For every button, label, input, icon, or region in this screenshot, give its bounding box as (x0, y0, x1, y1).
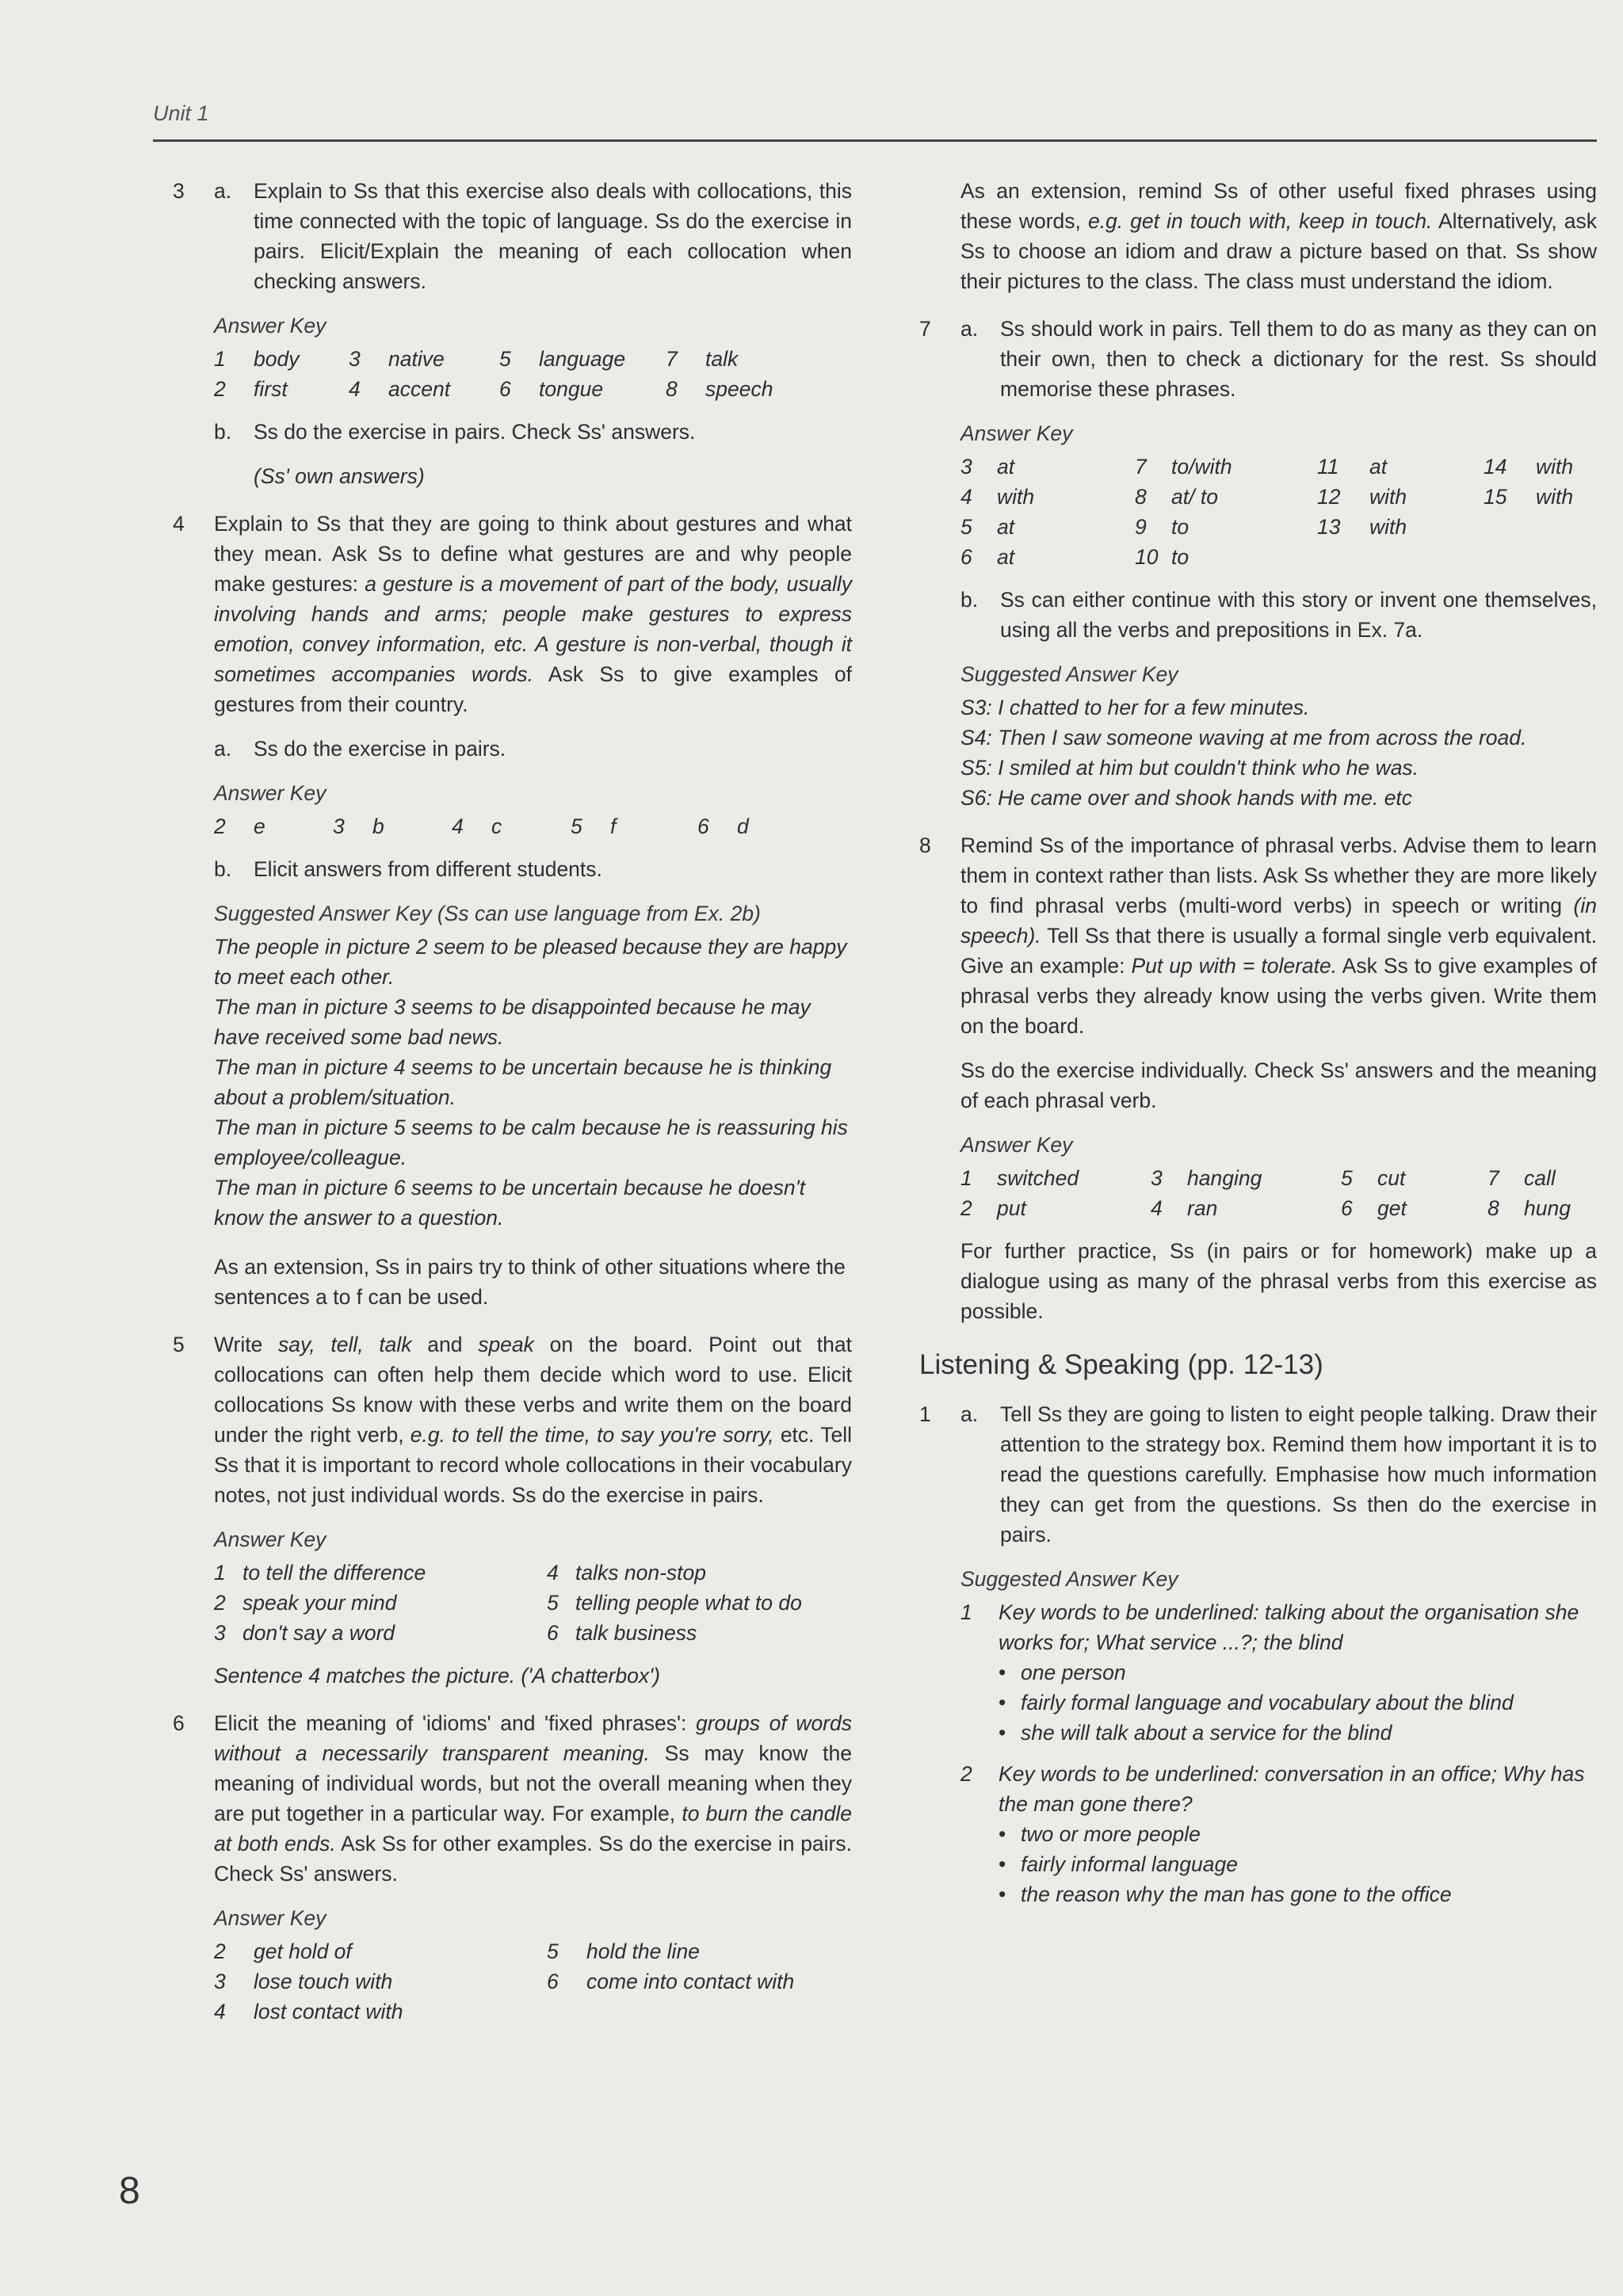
bullet-list (999, 1819, 1597, 1909)
answer-key-row (960, 512, 1597, 542)
answer-cell: 14 with (1484, 455, 1574, 479)
exercise-number: 4 (173, 512, 185, 536)
extension-text: As an extension, Ss in pairs try to think of other situations where the sentences a to f can be used. (214, 1255, 846, 1309)
header-rule (153, 139, 1597, 142)
exercise-7b (960, 585, 1597, 645)
answer-cell: 6 talk business (547, 1621, 697, 1645)
answer-cell: 8 hung (1487, 1196, 1571, 1220)
answer-cell: 6 d (697, 814, 749, 838)
bullet-item: • two or more people (999, 1819, 1597, 1849)
exercise-3 (173, 176, 852, 491)
answer-key-grid (214, 811, 852, 841)
answer-cell: 6 come into contact with (547, 1970, 795, 1993)
exercise-6-continued (919, 176, 1597, 296)
suggested-answers (960, 692, 1597, 813)
sub-letter: a. (960, 317, 979, 341)
bullet-item: • the reason why the man has gone to the office (999, 1879, 1597, 1909)
answer-key-title: Answer Key (214, 781, 327, 805)
answer-cell: 2 get hold of (214, 1939, 352, 1963)
exercise-number: 6 (173, 1711, 185, 1735)
exercise-5 (173, 1329, 852, 1691)
suggested-item-2: 2 Key words to be underlined: conversation in an office; Why has the man gone there? (960, 1759, 1597, 1819)
answer-key-grid (960, 1163, 1597, 1223)
instruction-text: Explain to Ss that they are going to think about gestures and what they mean. Ask Ss to define what gestures are and why people make gestures: a gesture is a movement of part of the body, usually involving hands and arms; people make gestures to express emotion, convey information, etc. A gesture is non-verbal, though it sometimes accompanies words. Ask Ss to give examples of gestures from their country. (214, 512, 852, 716)
exercise-4b (214, 854, 852, 884)
answer-key-title: Answer Key (214, 1527, 327, 1551)
answer-cell: 7 to/with (1135, 455, 1232, 479)
suggested-answer: S6: He came over and shook hands with me. etc (960, 786, 1413, 810)
exercise-4 (173, 509, 852, 1312)
further-practice-text: For further practice, Ss (in pairs or for homework) make up a dialogue using as many of the phrasal verbs from this exercise as possible. (960, 1239, 1597, 1323)
answer-cell: 13 with (1317, 515, 1407, 539)
answer-cell: 5 telling people what to do (547, 1591, 802, 1615)
exercise-3b (214, 417, 852, 491)
answer-cell: 3 b (333, 814, 384, 838)
answer-cell: 15 with (1484, 485, 1574, 509)
exercise-6 (173, 1708, 852, 2027)
answer-cell: 5 at (960, 515, 1015, 539)
answer-cell: 3 hanging (1151, 1166, 1262, 1190)
answer-cell: 4 ran (1151, 1196, 1218, 1220)
bullet-item: • fairly informal language (999, 1849, 1597, 1879)
answer-cell: 3 lose touch with (214, 1970, 393, 1993)
suggested-answer: The man in picture 6 seems to be uncertain because he doesn't know the answer to a question. (214, 1176, 806, 1230)
suggested-item-1: 1 Key words to be underlined: talking about the organisation she works for; What service ...?; the blind (960, 1597, 1597, 1657)
answer-key-title: Answer Key (960, 421, 1073, 445)
answer-cell: 4 with (960, 485, 1035, 509)
sub-letter: b. (960, 588, 979, 612)
suggested-answer: S5: I smiled at him but couldn't think who he was. (960, 756, 1419, 780)
bullet-list (999, 1657, 1597, 1748)
listening-exercise-1a (960, 1399, 1597, 1550)
bullet-item: • she will talk about a service for the blind (999, 1718, 1597, 1748)
answer-cell: 6 tongue (499, 377, 604, 401)
answer-cell: 8 speech (666, 377, 773, 401)
answer-key-row (214, 1936, 852, 1966)
instruction-text: Tell Ss they are going to listen to eight people talking. Draw their attention to the strategy box. Remind them how important it is to read the questions carefully. Emphasise how much information they can get from the questions. Ss then do the exercise in pairs. (1000, 1402, 1597, 1547)
answer-cell: 5 hold the line (547, 1939, 700, 1963)
answer-cell: 1 body (214, 347, 300, 371)
answer-cell: 8 at/ to (1135, 485, 1218, 509)
suggested-key-title: Suggested Answer Key (Ss can use language from Ex. 2b) (214, 902, 761, 925)
answer-cell: 2 first (214, 377, 288, 401)
unit-label: Unit 1 (153, 101, 209, 125)
sub-letter: b. (214, 857, 232, 881)
sub-letter: a. (214, 179, 232, 203)
answer-key-row (960, 1163, 1597, 1193)
answer-cell: 6 at (960, 545, 1015, 569)
instruction-text: Elicit answers from different students. (254, 857, 602, 881)
answer-note: (Ss' own answers) (254, 464, 425, 488)
instruction-text: Write say, tell, talk and speak on the board. Point out that collocations can often help them decide which word to use. Elicit collocations Ss know with these verbs and write them on the board under the right verb, e.g. to tell the time, to say you're sorry, etc. Tell Ss that it is important to record whole collocations in their vocabulary notes, not just individual words. Ss do the exercise in pairs. (214, 1333, 852, 1507)
suggested-key-title: Suggested Answer Key (960, 662, 1178, 686)
answer-cell: 10 to (1135, 545, 1190, 569)
instruction-text: Ss do the exercise in pairs. (254, 737, 506, 761)
exercise-number: 8 (919, 833, 931, 857)
answer-cell: 5 f (571, 814, 617, 838)
answer-key-row (960, 542, 1597, 572)
exercise-4a (214, 734, 852, 764)
answer-cell: 7 call (1487, 1166, 1556, 1190)
instruction-text: As an extension, remind Ss of other useful fixed phrases using these words, e.g. get in touch with, keep in touch. Alternatively, ask Ss to choose an idiom and draw a picture based on that. Ss show their pictures to the class. The class must understand the idiom. (960, 179, 1598, 293)
answer-cell: 3 native (349, 347, 445, 371)
suggested-answer: The man in picture 4 seems to be uncertain because he is thinking about a problem/situation. (214, 1055, 832, 1109)
sub-letter: a. (214, 737, 232, 761)
answer-cell: 3 don't say a word (214, 1621, 395, 1645)
exercise-8 (919, 830, 1597, 1326)
answer-cell: 5 cut (1341, 1166, 1406, 1190)
sub-letter: b. (214, 420, 232, 444)
answer-cell: 1 to tell the difference (214, 1561, 426, 1585)
answer-key-row (214, 1618, 852, 1648)
suggested-answer: The man in picture 3 seems to be disappointed because he may have received some bad news. (214, 995, 811, 1049)
answer-cell: 11 at (1317, 455, 1388, 479)
exercise-number: 1 (919, 1402, 931, 1426)
instruction-text: Ss should work in pairs. Tell them to do as many as they can on their own, then to check a dictionary for the rest. Ss should memorise these phrases. (1000, 317, 1597, 401)
exercise-3a (214, 176, 852, 296)
section-heading: Listening & Speaking (pp. 12-13) (919, 1349, 1323, 1380)
answer-key-grid (960, 452, 1597, 572)
picture-note: Sentence 4 matches the picture. ('A chatterbox') (214, 1664, 660, 1688)
answer-key-row (214, 344, 852, 374)
answer-cell: 4 lost contact with (214, 2000, 403, 2023)
answer-key-title: Answer Key (214, 1906, 327, 1930)
key-words-text: Key words to be underlined: conversation in an office; Why has the man gone there? (999, 1762, 1585, 1816)
suggested-answer: The people in picture 2 seem to be pleased because they are happy to meet each other. (214, 935, 847, 989)
answer-cell: 7 talk (666, 347, 739, 371)
suggested-answer: S3: I chatted to her for a few minutes. (960, 696, 1310, 719)
answer-key-grid (214, 344, 852, 404)
answer-key-row (960, 452, 1597, 482)
page-number: 8 (119, 2170, 140, 2212)
answer-cell: 4 talks non-stop (547, 1561, 706, 1585)
left-column (173, 176, 852, 2044)
exercise-7a (960, 314, 1597, 404)
answer-key-title: Answer Key (214, 314, 327, 338)
sub-letter: a. (960, 1402, 979, 1426)
instruction-text: Ss can either continue with this story or invent one themselves, using all the verbs and prepositions in Ex. 7a. (1000, 588, 1597, 642)
answer-cell: 2 speak your mind (214, 1591, 397, 1615)
answer-cell: 4 c (452, 814, 502, 838)
answer-key-row (214, 374, 852, 404)
answer-key-row (214, 1997, 852, 2027)
instruction-text: Elicit the meaning of 'idioms' and 'fixed phrases': groups of words without a necessarily transparent meaning. Ss may know the meaning of individual words, but not the overall meaning when they are put together in a particular way. For example, to burn the candle at both ends. Ask Ss for other examples. Ss do the exercise in pairs. Check Ss' answers. (214, 1711, 852, 1886)
bullet-item: • fairly formal language and vocabulary about the blind (999, 1688, 1597, 1718)
answer-key-row (960, 1193, 1597, 1223)
answer-cell: 2 put (960, 1196, 1026, 1220)
answer-cell: 3 at (960, 455, 1015, 479)
answer-key-grid (214, 1936, 852, 2027)
bullet-item: • one person (999, 1657, 1597, 1688)
answer-cell: 6 get (1341, 1196, 1407, 1220)
right-column (919, 176, 1597, 1927)
exercise-7 (919, 314, 1597, 813)
answer-key-row (214, 1588, 852, 1618)
suggested-answer: The man in picture 5 seems to be calm because he is reassuring his employee/colleague. (214, 1116, 848, 1169)
answer-key-row (214, 811, 852, 841)
exercise-number: 3 (173, 179, 185, 203)
answer-cell: 2 e (214, 814, 265, 838)
key-words-text: Key words to be underlined: talking about the organisation she works for; What service ...?; the blind (999, 1600, 1579, 1654)
instruction-text: Explain to Ss that this exercise also deals with collocations, this time connected with the topic of language. Ss do the exercise in pairs. Elicit/Explain the meaning of each collocation when checking answers. (254, 179, 852, 293)
instruction-text: Ss do the exercise individually. Check Ss' answers and the meaning of each phrasal verb. (960, 1058, 1597, 1112)
answer-cell: 4 accent (349, 377, 451, 401)
listening-exercise-1 (919, 1399, 1597, 1909)
answer-cell: 12 with (1317, 485, 1407, 509)
suggested-answers (214, 932, 852, 1233)
instruction-text: Ss do the exercise in pairs. Check Ss' answers. (254, 420, 696, 444)
suggested-answer: S4: Then I saw someone waving at me from across the road. (960, 726, 1527, 749)
answer-cell: 9 to (1135, 515, 1190, 539)
suggested-key-title: Suggested Answer Key (960, 1567, 1178, 1591)
answer-key-row (214, 1966, 852, 1997)
exercise-number: 5 (173, 1333, 185, 1356)
answer-cell: 1 switched (960, 1166, 1079, 1190)
exercise-number: 7 (919, 317, 931, 341)
answer-key-grid (214, 1558, 852, 1648)
answer-cell: 5 language (499, 347, 626, 371)
answer-key-row (960, 482, 1597, 512)
answer-key-row (214, 1558, 852, 1588)
instruction-text: Remind Ss of the importance of phrasal verbs. Advise them to learn them in context rather than lists. Ask Ss whether they are more likely to find phrasal verbs (multi-word verbs) in speech or writing (in speech). Tell Ss that there is usually a formal single verb equivalent. Give an example: Put up with = tolerate. Ask Ss to give examples of phrasal verbs they already know using the verbs given. Write them on the board. (960, 833, 1597, 1038)
answer-key-title: Answer Key (960, 1133, 1073, 1157)
